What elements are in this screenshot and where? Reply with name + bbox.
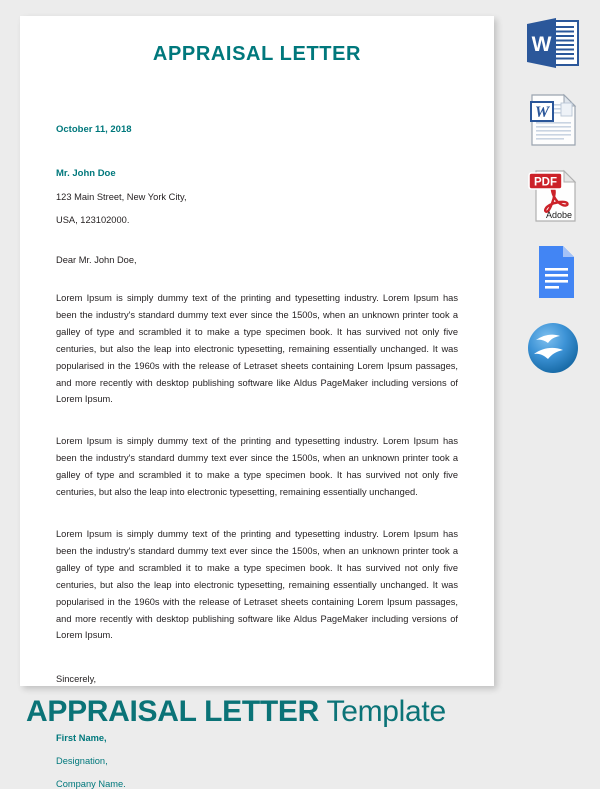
format-icon-rail — [515, 16, 590, 376]
letter-closing: Sincerely, — [56, 674, 97, 685]
page-title — [26, 695, 446, 729]
letter-paragraph: Lorem Ipsum is simply dummy text of the printing and typesetting industry. Lorem Ipsum has been the industry's standard dummy text ever since the 1500s, when an unknown printer took a galley of type and scrambled it to make a type specimen book. It has survived not only five centuries, but also the leap into electronic typesetting, remaining essentially unchanged. It was popularised in the 1960s with the release of Letraset sheets containing Lorem Ipsum passages, and more recently with desktop publishing software like Aldus PageMaker including versions of Lorem Ipsum. — [56, 528, 458, 641]
svg-text:W: W — [534, 104, 549, 121]
word-document-file-icon[interactable] — [524, 92, 582, 148]
svg-text:Adobe: Adobe — [545, 210, 572, 220]
signature-company-name: Company Name. — [56, 779, 126, 789]
letter-salutation: Dear Mr. John Doe, — [56, 255, 137, 265]
openoffice-seagull-icon[interactable] — [524, 320, 582, 376]
svg-text:W: W — [531, 33, 551, 56]
caption-light-part: Template — [319, 695, 446, 728]
letter-date: October 11, 2018 — [56, 124, 132, 135]
signature-designation: Designation, — [56, 756, 108, 767]
letter-paragraph: Lorem Ipsum is simply dummy text of the printing and typesetting industry. Lorem Ipsum has been the industry's standard dummy text ever since the 1500s, when an unknown printer took a galley of type and scrambled it to make a type specimen book. It has survived not only five centuries, but also the leap into electronic typesetting, remaining essentially unchanged. It was popularised in the 1960s with the release of Letraset sheets containing Lorem Ipsum passages, and more recently with desktop publishing software like Aldus PageMaker including versions of Lorem Ipsum. — [56, 293, 458, 405]
pdf-adobe-file-icon[interactable] — [524, 168, 582, 224]
google-docs-file-icon[interactable] — [524, 244, 582, 300]
svg-text:PDF: PDF — [533, 176, 557, 189]
recipient-address-line-1: 123 Main Street, New York City, — [56, 192, 187, 202]
letter-paragraph: Lorem Ipsum is simply dummy text of the printing and typesetting industry. Lorem Ipsum has been the industry's standard dummy text ever since the 1500s, when an unknown printer took a galley of type and scrambled it to make a type specimen book. It has survived not only five centuries, but also the leap into electronic typesetting, remaining essentially unchanged. — [56, 436, 458, 498]
signature-block — [56, 733, 458, 789]
recipient-name: Mr. John Doe — [56, 168, 116, 179]
recipient-address-line-2: USA, 123102000. — [56, 215, 130, 225]
ms-word-logo-icon[interactable] — [524, 16, 582, 72]
caption-bold-part: APPRAISAL LETTER — [26, 695, 320, 728]
signature-first-name: First Name, — [56, 733, 107, 744]
letter-title: APPRAISAL LETTER — [152, 43, 362, 65]
